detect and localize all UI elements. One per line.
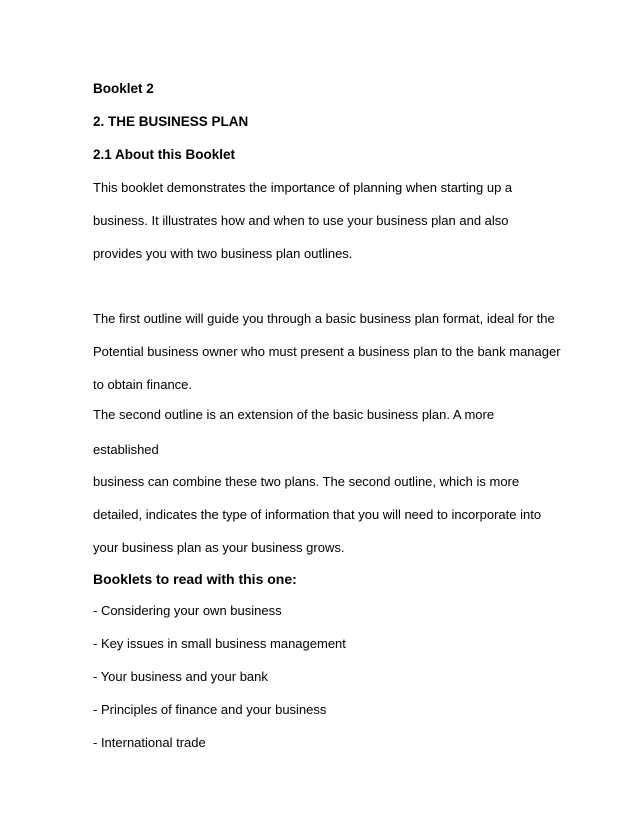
subsection-title: 2.1 About this Booklet [93, 147, 236, 162]
paragraph-line: business. It illustrates how and when to use your business plan and also [93, 213, 509, 228]
paragraph-line: established [93, 442, 159, 457]
paragraph-line: business can combine these two plans. The second outline, which is more [93, 474, 520, 489]
paragraph-line: The second outline is an extension of the basic business plan. A more [93, 407, 495, 422]
paragraph-line: The first outline will guide you through a basic business plan format, ideal for the [93, 311, 555, 326]
booklet-label: Booklet 2 [93, 81, 154, 96]
paragraph-line: provides you with two business plan outlines. [93, 246, 353, 261]
paragraph-line: your business plan as your business grows. [93, 540, 345, 555]
paragraph-line: Potential business owner who must present a business plan to the bank manager [93, 344, 561, 359]
list-item: - Considering your own business [93, 603, 282, 618]
related-booklets-heading: Booklets to read with this one: [93, 571, 297, 587]
paragraph-line: This booklet demonstrates the importance of planning when starting up a [93, 180, 513, 195]
paragraph-line: to obtain finance. [93, 377, 193, 392]
section-title: 2. THE BUSINESS PLAN [93, 114, 249, 129]
list-item: - Principles of finance and your business [93, 702, 327, 717]
list-item: - Your business and your bank [93, 669, 268, 684]
list-item: - International trade [93, 735, 206, 750]
list-item: - Key issues in small business management [93, 636, 346, 651]
paragraph-line: detailed, indicates the type of information that you will need to incorporate into [93, 507, 542, 522]
